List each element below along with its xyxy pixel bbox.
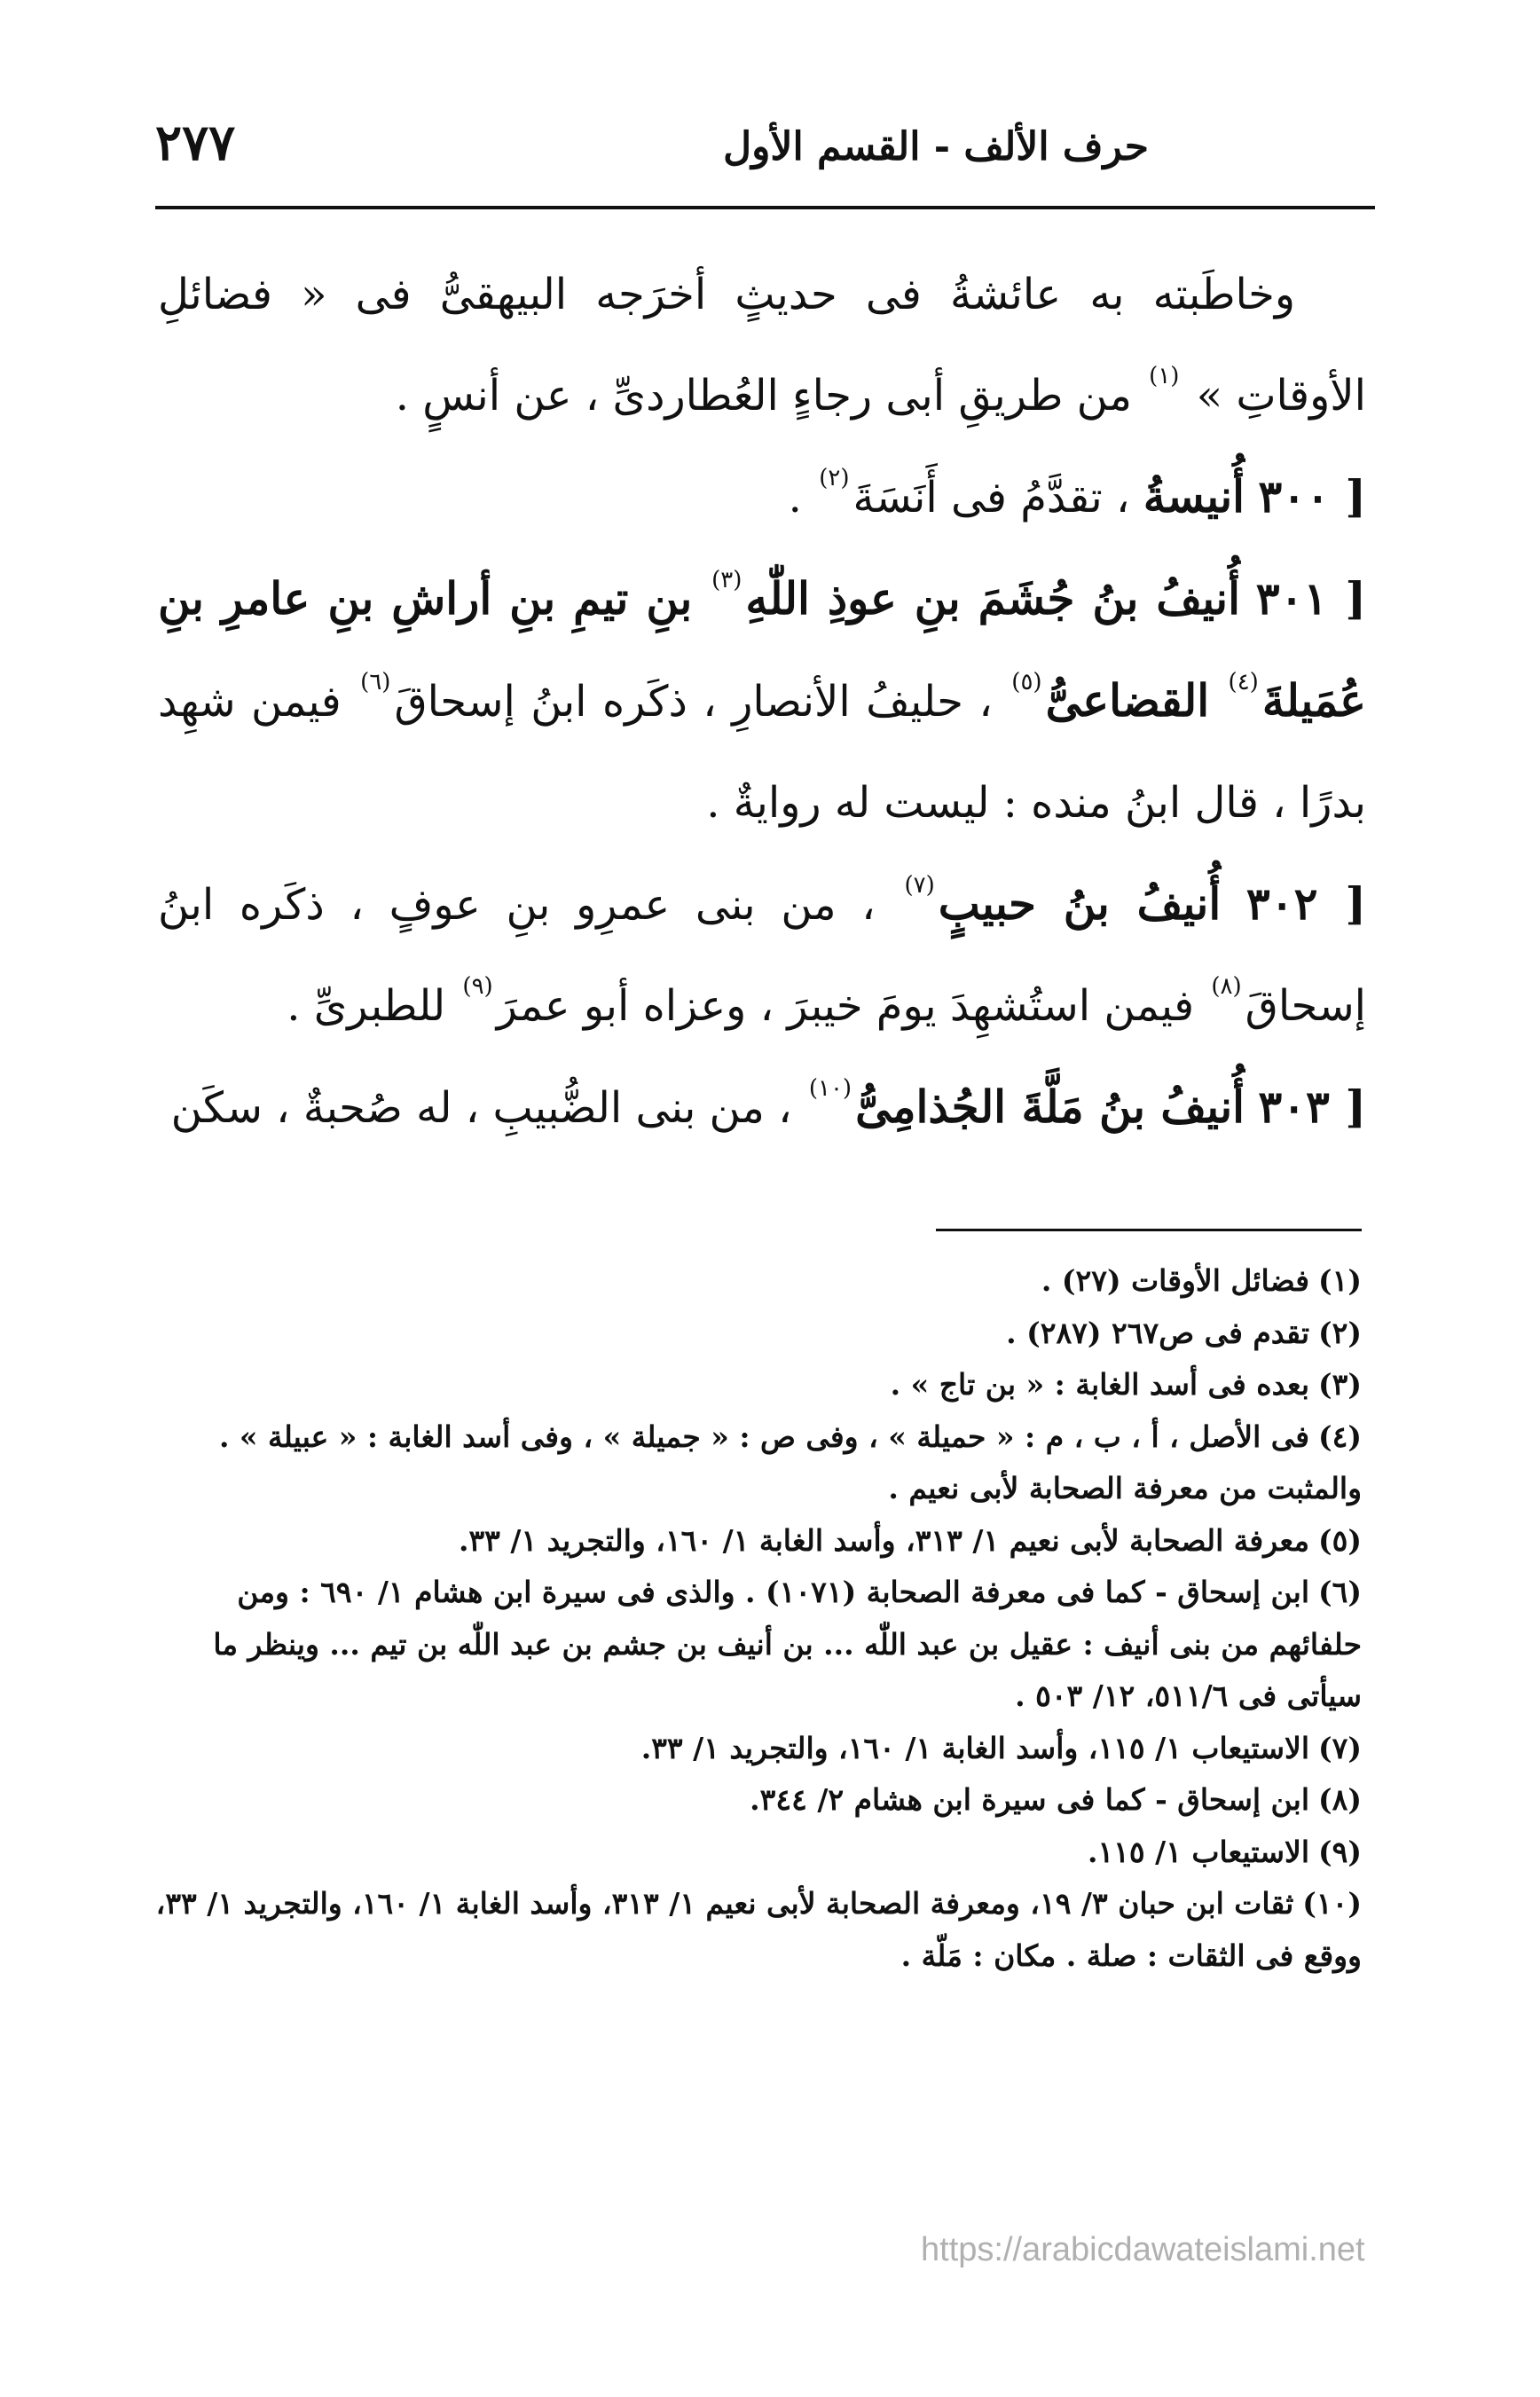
running-title: حرف الألف - القسم الأول	[723, 124, 1149, 169]
footnote-ref: (٥)	[1011, 669, 1042, 696]
page-number: ٢٧٧	[155, 114, 236, 172]
footnote-text: ثقات ابن حبان ٣/ ١٩، ومعرفة الصحابة لأبى نعيم ١/ ٣١٣، وأسد الغابة ١/ ١٦٠، والتجريد ١/ ٣٣، ووقع فى الثقات : صلة . مكان : مَلّة .	[155, 1886, 1362, 1973]
entry-302	[158, 853, 1366, 1057]
entry-text: ، تقدَّمُ فى أَنَسَةَ	[852, 473, 1130, 523]
entry-text: ، من بنى عمرِو بنِ عوفٍ ، ذكَره ابنُ إسحاقَ	[158, 880, 1366, 1031]
footnote-number: (٦)	[1318, 1575, 1362, 1609]
footnote-number: (٣)	[1318, 1367, 1362, 1402]
footnote-text: الاستيعاب ١/ ١١٥، وأسد الغابة ١/ ١٦٠، والتجريد ١/ ٣٣.	[640, 1730, 1310, 1765]
footnote-ref: (٨)	[1211, 973, 1242, 1000]
entry-number: [ ٣٠٢	[1245, 877, 1366, 930]
footnote-10	[142, 1878, 1362, 1982]
entry-301	[158, 548, 1366, 853]
entry-name: أُنيفُ بنُ مَلَّةَ الجُذامِىُّ	[855, 1081, 1245, 1133]
footnote-number: (١٠)	[1302, 1886, 1362, 1921]
entry-name: أُنيفُ بنُ جُشَمَ بنِ عوذِ اللّٰهِ	[745, 572, 1240, 625]
footnote-number: (٢)	[1318, 1315, 1362, 1350]
footnote-text: ابن إسحاق - كما فى سيرة ابن هشام ٢/ ٣٤٤.	[750, 1782, 1310, 1817]
footnote-8	[142, 1774, 1362, 1827]
watermark-url: https://arabicdawateislami.net	[921, 2231, 1365, 2268]
footnote-number: (٩)	[1318, 1834, 1362, 1869]
footnote-ref: (٣)	[711, 567, 742, 593]
entry-text: فيمن شهِد بدرًا ، قال ابنُ منده : ليست له روايةٌ .	[158, 677, 1366, 828]
footnote-text: ابن إسحاق - كما فى معرفة الصحابة (١٠٧١) . والذى فى سيرة ابن هشام ١/ ٦٩٠ : ومن حلفائهم من بنى أنيف : عقيل بن عبد اللّٰه ... بن أنيف بن جشم بن عبد اللّٰه بن تيم ... وينظر ما سيأتى فى ٥١١/٦، ١٢/ ٥٠٣ .	[213, 1575, 1362, 1713]
footnote-rule	[936, 1229, 1362, 1231]
footnote-text: بعده فى أسد الغابة : « بن تاج » .	[890, 1367, 1310, 1402]
entry-text: .	[788, 473, 802, 523]
footnote-text: الاستيعاب ١/ ١١٥.	[1087, 1834, 1310, 1869]
footnote-text: تقدم فى ص٢٦٧ (٢٨٧) .	[1006, 1315, 1310, 1350]
footnote-3	[142, 1359, 1362, 1411]
footnote-text: معرفة الصحابة لأبى نعيم ١/ ٣١٣، وأسد الغابة ١/ ١٦٠، والتجريد ١/ ٣٣.	[458, 1522, 1310, 1558]
entry-name: القضاعىُّ	[1045, 674, 1210, 727]
footnote-number: (١)	[1318, 1263, 1362, 1298]
footnote-5	[142, 1515, 1362, 1568]
page-header	[155, 106, 1371, 186]
entry-303	[158, 1057, 1366, 1159]
footnote-text: فضائل الأوقات (٢٧) .	[1041, 1263, 1310, 1298]
footnote-ref: (٦)	[360, 669, 391, 696]
footnote-text: فى الأصل ، أ ، ب ، م : « حميلة » ، وفى ص : « جميلة » ، وفى أسد الغابة : « عبيلة » . والمثبت من معرفة الصحابة لأبى نعيم .	[218, 1419, 1362, 1505]
entry-number: [ ٣٠٠	[1258, 470, 1366, 523]
main-text	[158, 244, 1366, 1159]
footnote-1	[142, 1255, 1362, 1308]
text-run: وخاطَبته به عائشةُ فى حديثٍ أخرَجه البيهقىُّ فى « فضائلِ الأوقاتِ »	[158, 270, 1366, 420]
entry-name: بنِ تيمِ بنِ أراشِ بنِ عامرِ بنِ عُمَيلةَ	[158, 572, 1367, 727]
paragraph-intro	[158, 244, 1366, 446]
footnote-ref: (١)	[1149, 363, 1180, 389]
entry-number: [ ٣٠٣	[1258, 1081, 1366, 1133]
entry-300	[158, 446, 1366, 548]
footnote-2	[142, 1308, 1362, 1360]
footnote-9	[142, 1827, 1362, 1879]
footnotes	[142, 1255, 1362, 1982]
entry-text: للطبرىِّ .	[287, 981, 446, 1031]
entry-name: أُنيفُ بنُ حبيبٍ	[938, 877, 1222, 930]
footnote-4	[142, 1411, 1362, 1515]
footnote-ref: (٧)	[904, 872, 935, 899]
footnote-number: (٧)	[1318, 1730, 1362, 1765]
entry-text: ، من بنى الضُّبيبِ ، له صُحبةٌ ، سكَن	[170, 1083, 792, 1133]
footnote-ref: (٩)	[462, 973, 493, 1000]
footnote-number: (٤)	[1318, 1419, 1362, 1454]
footnote-ref: (٢)	[819, 465, 850, 491]
header-rule	[155, 206, 1375, 209]
footnote-number: (٥)	[1318, 1522, 1362, 1558]
footnote-ref: (٤)	[1228, 669, 1259, 696]
footnote-number: (٨)	[1318, 1782, 1362, 1817]
footnote-7	[142, 1723, 1362, 1775]
entry-text: ، حليفُ الأنصارِ ، ذكَره ابنُ إسحاقَ	[394, 677, 993, 727]
entry-text: فيمن استُشهِدَ يومَ خيبرَ ، وعزاه أبو عمرَ	[496, 981, 1195, 1031]
footnote-6	[142, 1567, 1362, 1723]
footnote-ref: (١٠)	[808, 1075, 852, 1102]
text-run: من طريقِ أبى رجاءٍ العُطاردىِّ ، عن أنسٍ .	[395, 371, 1132, 420]
entry-name: أُنيسةُ	[1143, 470, 1245, 523]
entry-number: [ ٣٠١	[1255, 572, 1366, 625]
